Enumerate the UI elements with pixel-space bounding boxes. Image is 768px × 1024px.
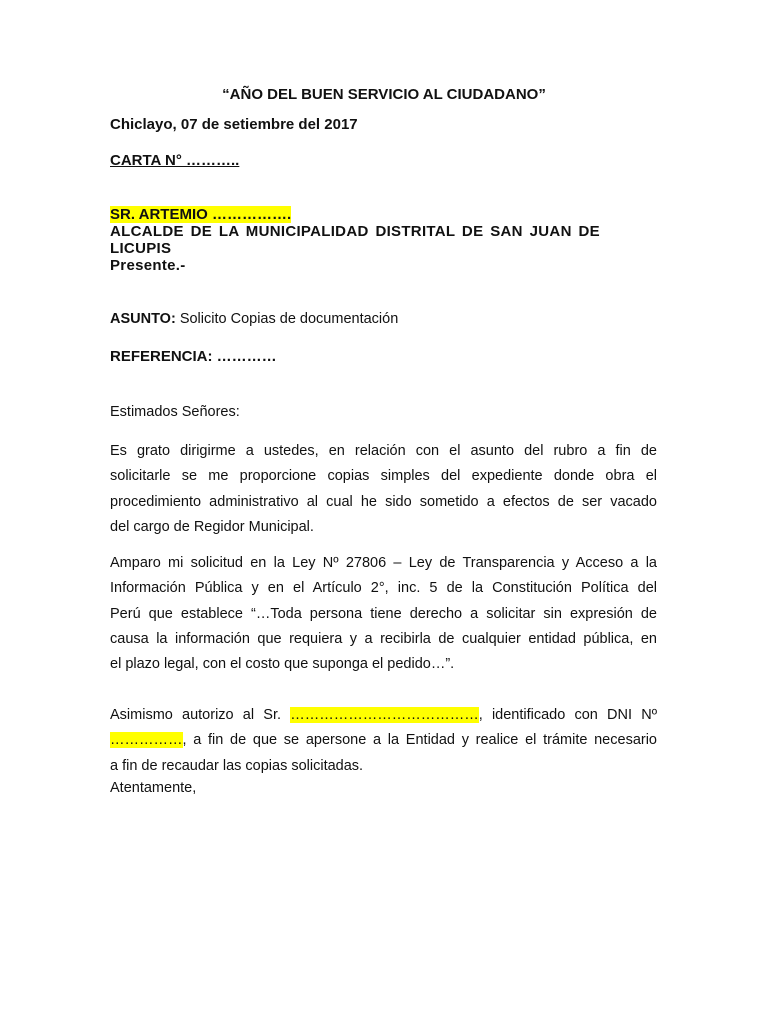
paragraph-3 — [110, 703, 657, 779]
dni-number-blank: …………… — [110, 732, 183, 749]
paragraph-2-line: el plazo legal, con el costo que suponga el pedido…”. — [110, 656, 455, 673]
paragraph-1-line: del cargo de Regidor Municipal. — [110, 518, 314, 535]
paragraph-3-line — [110, 703, 657, 728]
paragraph-1-line: Es grato dirigirme a ustedes, en relación con el asunto del rubro a fin de — [110, 443, 657, 459]
asunto-line — [110, 311, 398, 327]
authorize-text: Asimismo autorizo al Sr. — [110, 707, 291, 723]
authorized-name-blank: ………………………………… — [290, 707, 479, 723]
paragraph-2 — [110, 551, 657, 677]
paragraph-2-line: Perú que establece “…Toda persona tiene derecho a solicitar sin expresión de — [110, 605, 657, 622]
referencia-label: REFERENCIA: — [110, 348, 213, 365]
paragraph-3-line — [110, 728, 657, 753]
addressee-name: SR. ARTEMIO ……………. — [110, 206, 292, 223]
salutation: Estimados Señores: — [110, 404, 240, 420]
paragraph-1-line: procedimiento administrativo al cual he sido sometido a efectos de ser vacado — [110, 493, 657, 510]
asunto-label: ASUNTO: — [110, 311, 176, 327]
referencia-line — [110, 348, 277, 365]
paragraph-3-line: a fin de recaudar las copias solicitadas. — [110, 757, 364, 774]
paragraph-3-line2-text: , a fin de que se apersone a la Entidad y realice el trámite necesario — [182, 732, 657, 749]
paragraph-1-line: solicitarle se me proporcione copias simples del expediente donde obra el — [110, 468, 657, 485]
paragraph-2-line: Amparo mi solicitud en la Ley Nº 27806 – Ley de Transparencia y Acceso a la — [110, 555, 657, 571]
referencia-text: ………… — [212, 348, 277, 365]
paragraph-1 — [110, 439, 657, 540]
carta-number: CARTA N° ……….. — [110, 152, 240, 169]
presente-line: Presente.- — [110, 257, 186, 274]
date-line: Chiclayo, 07 de setiembre del 2017 — [110, 116, 358, 133]
dni-text: , identificado con DNI Nº — [478, 707, 657, 723]
closing: Atentamente, — [110, 780, 197, 796]
paragraph-2-line: Información Pública y en el Artículo 2°, inc. 5 de la Constitución Política del — [110, 580, 657, 597]
addressee-position-line1: ALCALDE DE LA MUNICIPALIDAD DISTRITAL DE SAN JUAN DE — [110, 223, 600, 240]
addressee-block — [110, 223, 600, 274]
paragraph-2-line: causa la información que requiera y a recibirla de cualquier entidad pública, en — [110, 630, 657, 647]
addressee-position-line2: LICUPIS — [110, 240, 172, 257]
letter-title: “AÑO DEL BUEN SERVICIO AL CIUDADANO” — [222, 86, 546, 103]
asunto-text: Solicito Copias de documentación — [175, 311, 399, 327]
